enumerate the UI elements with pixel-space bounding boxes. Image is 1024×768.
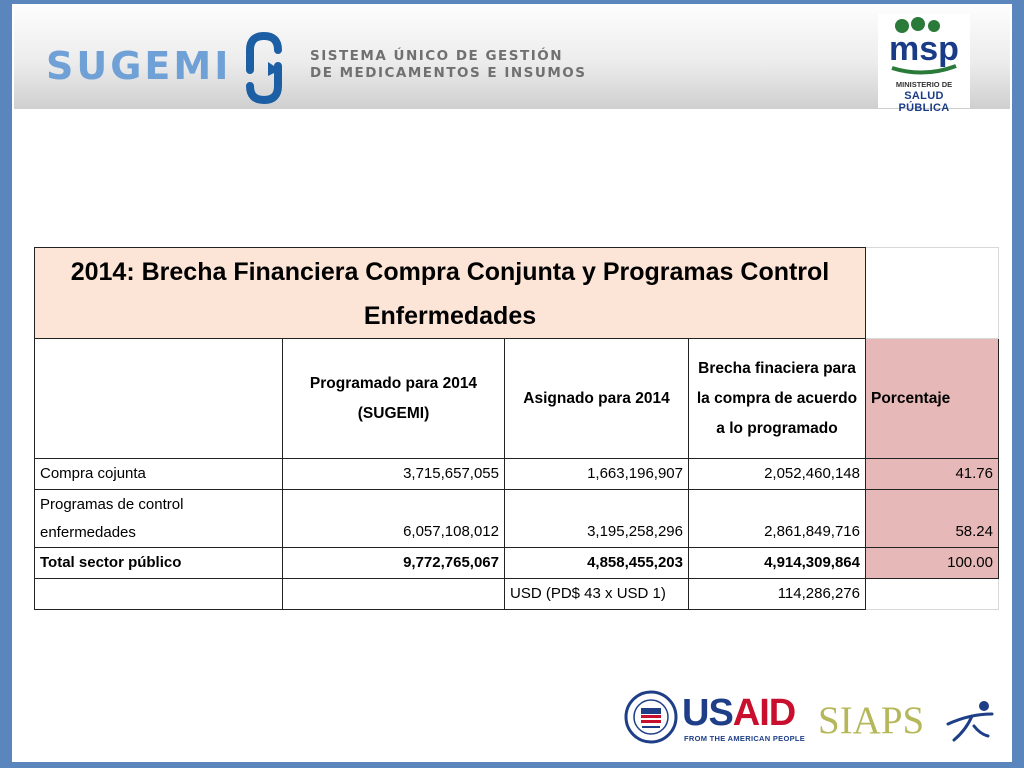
cell-brecha: 2,861,849,716 xyxy=(689,490,866,548)
header-programado: Programado para 2014 (SUGEMI) xyxy=(283,339,505,459)
cell-porcentaje: 58.24 xyxy=(866,490,999,548)
usd-value: 114,286,276 xyxy=(689,579,866,610)
table-row xyxy=(35,490,999,548)
cell-programado: 6,057,108,012 xyxy=(283,490,505,548)
empty-cell xyxy=(866,248,999,339)
msp-emblem-icon xyxy=(882,16,966,78)
usaid-us-text: US xyxy=(682,692,733,734)
table-title: 2014: Brecha Financiera Compra Conjunta y Programas Control Enfermedades xyxy=(35,248,866,339)
table-row xyxy=(35,459,999,490)
cell-asignado: 3,195,258,296 xyxy=(505,490,689,548)
empty-cell xyxy=(866,579,999,610)
row-label: Compra cojunta xyxy=(35,459,283,490)
usaid-tagline: FROM THE AMERICAN PEOPLE xyxy=(684,734,806,743)
header-empty-cell xyxy=(35,339,283,459)
sugemi-tagline xyxy=(310,48,587,82)
cell-porcentaje: 41.76 xyxy=(866,459,999,490)
row-label: Programas de control enfermedades xyxy=(35,490,283,548)
cell-programado: 9,772,765,067 xyxy=(283,548,505,579)
header-asignado: Asignado para 2014 xyxy=(505,339,689,459)
usaid-logo-text xyxy=(682,692,795,735)
cell-porcentaje: 100.00 xyxy=(866,548,999,579)
msp-logo xyxy=(878,14,970,114)
table-row-usd xyxy=(35,579,999,610)
header-brecha: Brecha finaciera para la compra de acuerdo a lo programado xyxy=(689,339,866,459)
empty-cell xyxy=(283,579,505,610)
empty-cell xyxy=(35,579,283,610)
header-band xyxy=(14,6,1010,109)
usaid-aid-text: AID xyxy=(732,692,796,734)
msp-mark-text: msp xyxy=(889,30,959,68)
sugemi-tagline-line2: DE MEDICAMENTOS E INSUMOS xyxy=(310,65,587,81)
row-label: Total sector público xyxy=(35,548,283,579)
msp-salud-publica-text: SALUD PÚBLICA xyxy=(898,90,950,114)
header-porcentaje: Porcentaje xyxy=(866,339,999,459)
sugemi-logo-icon xyxy=(240,30,288,106)
cell-brecha: 2,052,460,148 xyxy=(689,459,866,490)
siaps-logo-text: SIAPS xyxy=(818,699,925,742)
siaps-figure-icon xyxy=(944,696,996,744)
cell-programado: 3,715,657,055 xyxy=(283,459,505,490)
footer-logos xyxy=(618,688,998,752)
usaid-seal-icon xyxy=(624,690,678,744)
financial-gap-table xyxy=(34,247,999,610)
cell-asignado: 1,663,196,907 xyxy=(505,459,689,490)
sugemi-logo-text: SUGEMI xyxy=(46,44,232,88)
sugemi-tagline-line1: SISTEMA ÚNICO DE GESTIÓN xyxy=(310,48,564,64)
cell-asignado: 4,858,455,203 xyxy=(505,548,689,579)
table-row-total xyxy=(35,548,999,579)
cell-brecha: 4,914,309,864 xyxy=(689,548,866,579)
msp-ministerio-text: MINISTERIO DE xyxy=(895,80,953,89)
usd-label: USD (PD$ 43 x USD 1) xyxy=(505,579,689,610)
